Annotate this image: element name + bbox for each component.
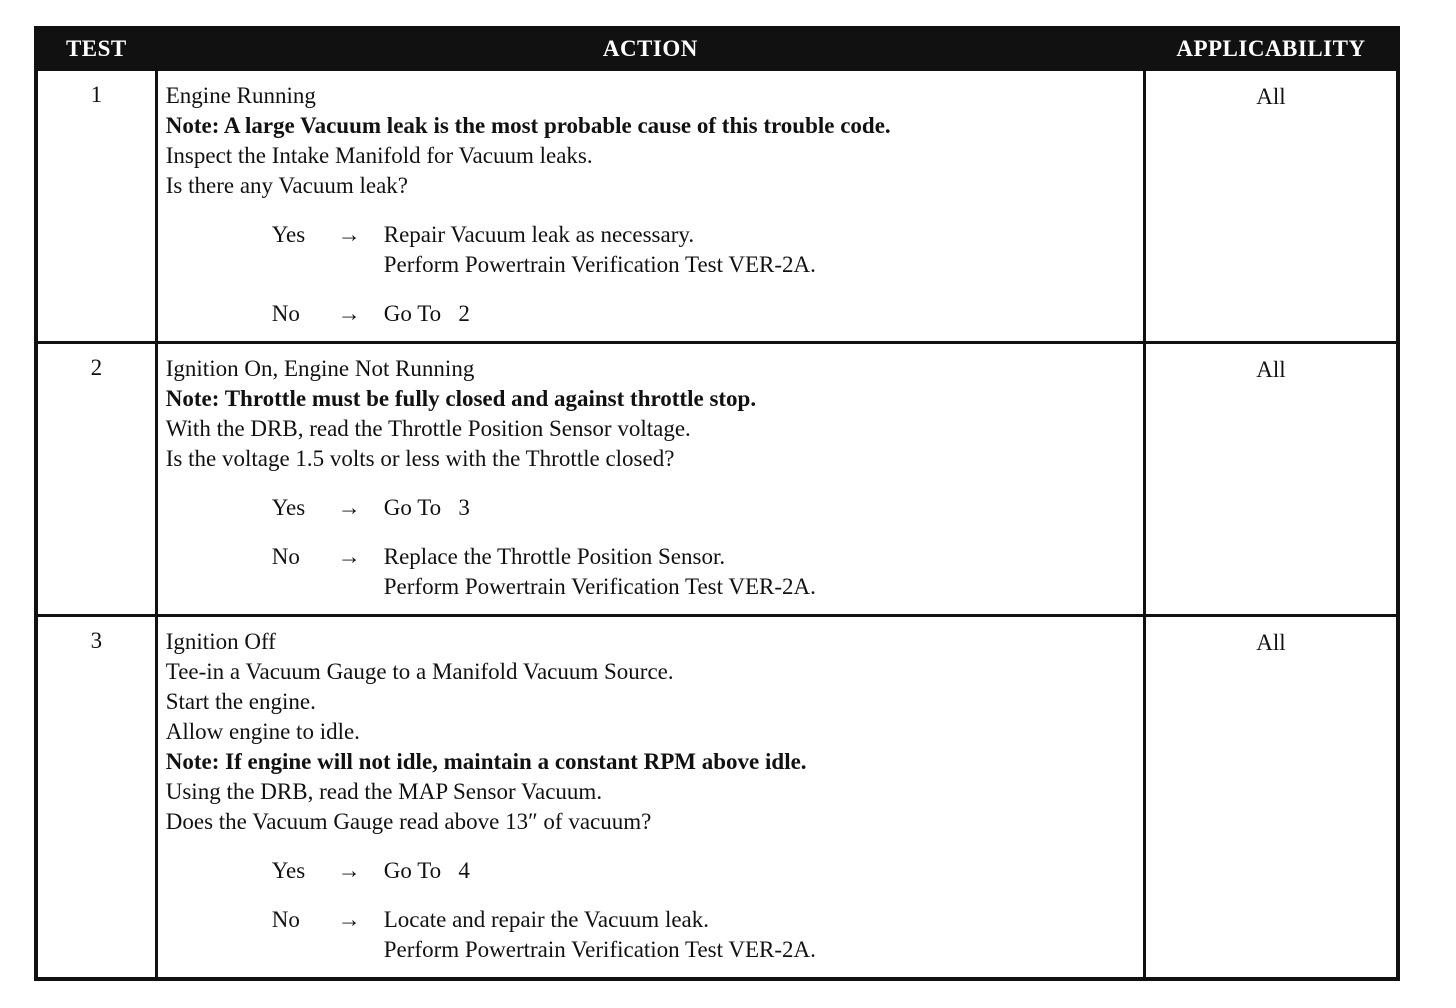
arrow-right-icon: → [337, 907, 361, 932]
result-text-line: Go To 3 [383, 495, 470, 520]
result-label: Yes [271, 495, 306, 520]
action-line: Is the voltage 1.5 volts or less with the Throttle closed? [165, 446, 675, 471]
action-line: Inspect the Intake Manifold for Vacuum leaks. [165, 143, 593, 168]
table-row [36, 70, 1398, 343]
action-line: Does the Vacuum Gauge read above 13″ of vacuum? [165, 809, 652, 834]
result-label: No [271, 301, 300, 326]
result-yes [272, 856, 1137, 886]
result-text-line: Locate and repair the Vacuum leak. [383, 907, 710, 932]
arrow-right-icon: → [337, 544, 361, 569]
table-row [36, 616, 1398, 980]
result-text-line: Go To 2 [383, 301, 470, 326]
applicability-cell: All [1144, 343, 1398, 616]
header-row [36, 28, 1398, 70]
action-line: Start the engine. [165, 689, 316, 714]
header-applicability: APPLICABILITY [1144, 28, 1398, 70]
action-cell [156, 343, 1144, 616]
test-number-cell: 2 [36, 343, 156, 616]
table-row [36, 343, 1398, 616]
action-cell [156, 616, 1144, 980]
action-note: Note: If engine will not idle, maintain a constant RPM above idle. [165, 749, 807, 774]
table-body [36, 70, 1398, 980]
result-label: No [271, 544, 300, 569]
result-text [384, 220, 1137, 280]
result-yes [272, 493, 1137, 523]
arrow-right-icon: → [337, 858, 361, 883]
arrow-right-icon: → [337, 301, 361, 326]
action-line: Using the DRB, read the MAP Sensor Vacuum. [165, 779, 603, 804]
action-line: Ignition Off [165, 629, 276, 654]
action-line: Is there any Vacuum leak? [165, 173, 409, 198]
action-line: Allow engine to idle. [165, 719, 360, 744]
table-header [36, 28, 1398, 70]
action-note: Note: Throttle must be fully closed and against throttle stop. [165, 386, 757, 411]
result-text [384, 299, 1137, 329]
result-label: No [271, 907, 300, 932]
test-number-cell: 1 [36, 70, 156, 343]
action-line: Ignition On, Engine Not Running [165, 356, 475, 381]
result-text [384, 905, 1137, 965]
result-text [384, 542, 1137, 602]
header-test: TEST [36, 28, 156, 70]
result-text-line: Replace the Throttle Position Sensor. [383, 544, 726, 569]
result-text-line: Perform Powertrain Verification Test VER-2A. [383, 937, 816, 962]
action-cell [156, 70, 1144, 343]
action-line: With the DRB, read the Throttle Position Sensor voltage. [165, 416, 691, 441]
result-text-line: Perform Powertrain Verification Test VER-2A. [383, 252, 816, 277]
result-label: Yes [271, 858, 306, 883]
test-number-cell: 3 [36, 616, 156, 980]
result-no [272, 542, 1137, 602]
result-label: Yes [271, 222, 306, 247]
action-note: Note: A large Vacuum leak is the most probable cause of this trouble code. [165, 113, 891, 138]
result-text-line: Repair Vacuum leak as necessary. [383, 222, 695, 247]
result-no [272, 905, 1137, 965]
result-text [384, 493, 1137, 523]
applicability-cell: All [1144, 616, 1398, 980]
result-text [384, 856, 1137, 886]
result-text-line: Go To 4 [383, 858, 470, 883]
result-text-line: Perform Powertrain Verification Test VER-2A. [383, 574, 816, 599]
result-no [272, 299, 1137, 329]
action-line: Engine Running [165, 83, 316, 108]
header-action: ACTION [156, 28, 1144, 70]
arrow-right-icon: → [337, 222, 361, 247]
arrow-right-icon: → [337, 495, 361, 520]
diagnostic-test-table [34, 26, 1400, 981]
action-line: Tee-in a Vacuum Gauge to a Manifold Vacuum Source. [165, 659, 674, 684]
result-yes [272, 220, 1137, 280]
applicability-cell: All [1144, 70, 1398, 343]
